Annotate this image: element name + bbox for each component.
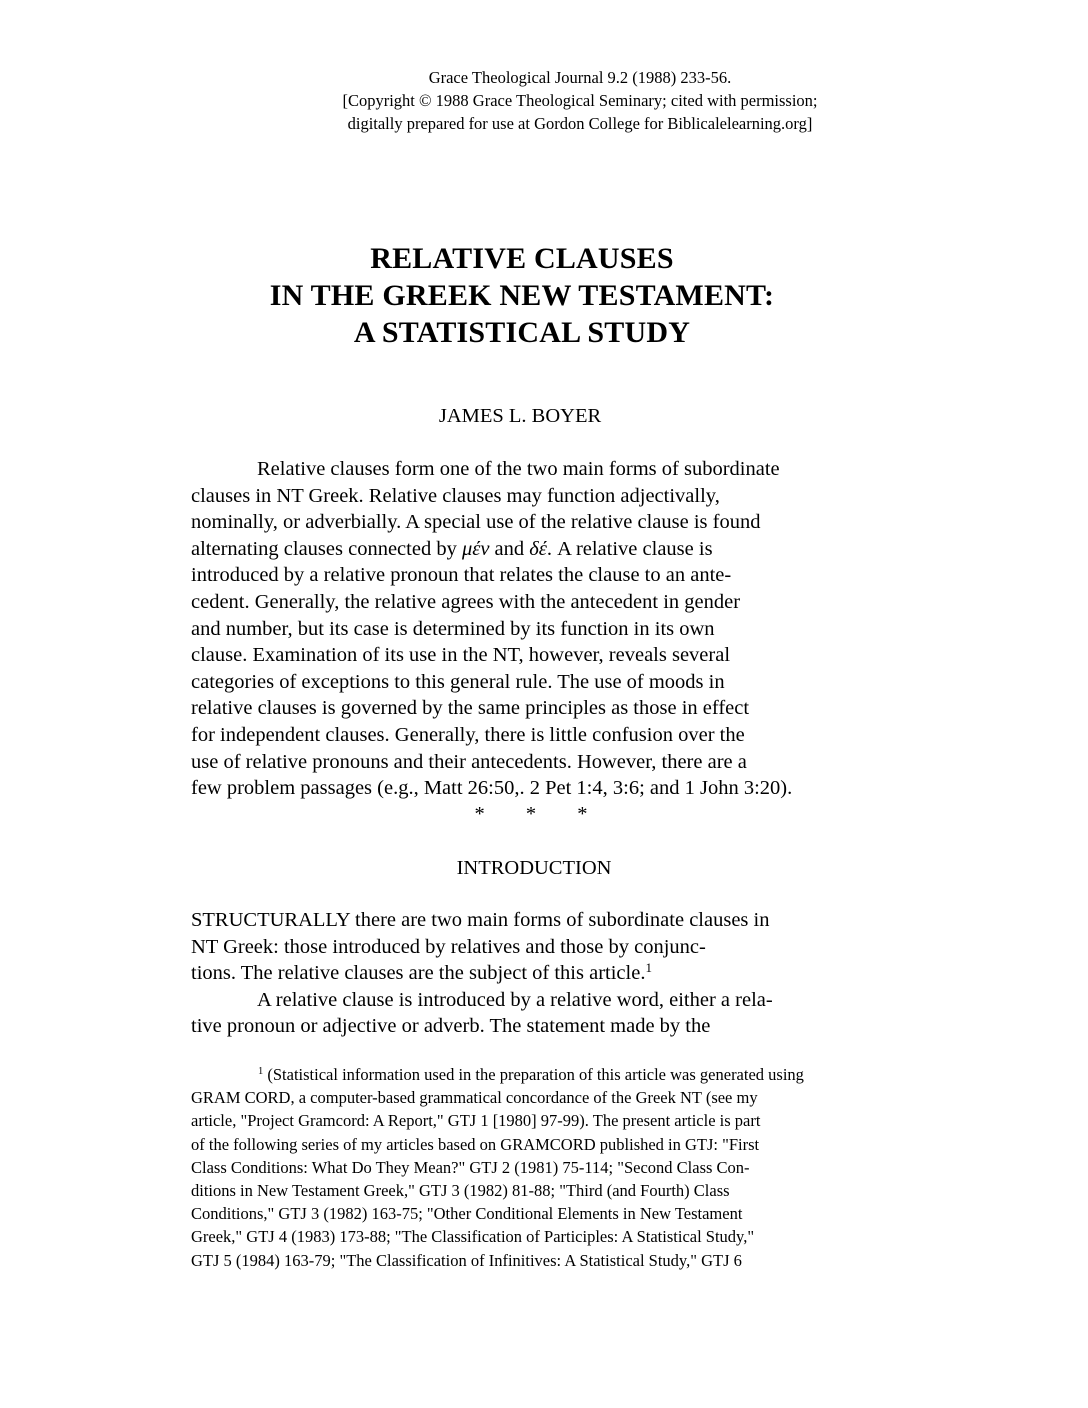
abstract [191, 456, 891, 802]
footnote-line: Conditions," GTJ 3 (1982) 163-75; "Other Conditional Elements in New Testament [191, 1204, 743, 1224]
footnote-marker: 1 [258, 1066, 264, 1077]
footnote-line: Greek," GTJ 4 (1983) 173-88; "The Classification of Participles: A Statistical Study," [191, 1227, 755, 1247]
abstract-line: introduced by a relative pronoun that relates the clause to an ante- [191, 564, 732, 587]
abstract-line: relative clauses is governed by the same principles as those in effect [191, 697, 750, 720]
footnote-line: ditions in New Testament Greek," GTJ 3 (1982) 81-88; "Third (and Fourth) Class [191, 1181, 730, 1201]
article-title [150, 240, 894, 351]
author-name: JAMES L. BOYER [438, 405, 602, 427]
abstract-line: Relative clauses form one of the two main forms of subordinate [257, 458, 780, 480]
body-line: A relative clause is introduced by a relative word, either a rela- [257, 988, 773, 1011]
footnote-text: (Statistical information used in the preparation of this article was generated using [263, 1065, 804, 1084]
footnote-line: Class Conditions: What Do They Mean?" GTJ 2 (1981) 75-114; "Second Class Con- [191, 1157, 750, 1177]
abstract-line: clauses in NT Greek. Relative clauses may function adjectivally, [191, 484, 720, 507]
greek-word-de: δέ [529, 537, 547, 560]
citation-header [280, 66, 880, 135]
abstract-line: and number, but its case is determined by its function in its own [191, 617, 715, 640]
title-line: A STATISTICAL STUDY [353, 316, 691, 349]
footnote-line: GRAM CORD, a computer-based grammatical concordance of the Greek NT (see my [191, 1088, 758, 1108]
section-heading-introduction: INTRODUCTION [456, 857, 612, 879]
abstract-line: for independent clauses. Generally, there is little confusion over the [191, 723, 745, 746]
greek-word-men: μέν [461, 537, 490, 560]
abstract-text: alternating clauses connected by [191, 537, 462, 560]
title-line: IN THE GREEK NEW TESTAMENT: [269, 279, 775, 312]
footnote-line [191, 1063, 911, 1086]
header-line: Grace Theological Journal 9.2 (1988) 233-56. [428, 68, 732, 87]
abstract-line [191, 536, 891, 563]
section-separator: * * * [474, 803, 606, 825]
abstract-line: categories of exceptions to this general rule. The use of moods in [191, 670, 725, 693]
abstract-text: and [489, 537, 530, 560]
header-line: digitally prepared for use at Gordon College for Biblicalelearning.org] [347, 114, 813, 133]
abstract-line: use of relative pronouns and their antecedents. However, there are a [191, 750, 747, 773]
body-line: NT Greek: those introduced by relatives and those by conjunc- [191, 935, 706, 958]
footnote-reference: 1 [645, 960, 652, 976]
footnote-line: GTJ 5 (1984) 163-79; "The Classification of Infinitives: A Statistical Study," GTJ 6 [191, 1250, 742, 1270]
body-line [191, 960, 891, 987]
title-line: RELATIVE CLAUSES [370, 242, 674, 275]
footnote [191, 1063, 911, 1272]
abstract-line: cedent. Generally, the relative agrees with the antecedent in gender [191, 590, 741, 613]
header-line: [Copyright © 1988 Grace Theological Seminary; cited with permission; [342, 91, 818, 110]
footnote-line: article, "Project Gramcord: A Report," GTJ 1 [1980] 97-99). The present article is part [191, 1111, 761, 1131]
abstract-text: . A relative clause is [546, 537, 713, 560]
footnote-line: of the following series of my articles based on GRAMCORD published in GTJ: "First [191, 1134, 760, 1154]
body-line: tive pronoun or adjective or adverb. The statement made by the [191, 1015, 711, 1038]
body-line: STRUCTURALLY there are two main forms of subordinate clauses in [191, 909, 770, 931]
abstract-line: clause. Examination of its use in the NT, however, reveals several [191, 644, 731, 667]
introduction-body [191, 907, 891, 1040]
body-text: tions. The relative clauses are the subject of this article. [191, 962, 646, 985]
abstract-line: nominally, or adverbially. A special use of the relative clause is found [191, 511, 761, 534]
abstract-line: few problem passages (e.g., Matt 26:50,. 2 Pet 1:4, 3:6; and 1 John 3:20). [191, 777, 793, 800]
